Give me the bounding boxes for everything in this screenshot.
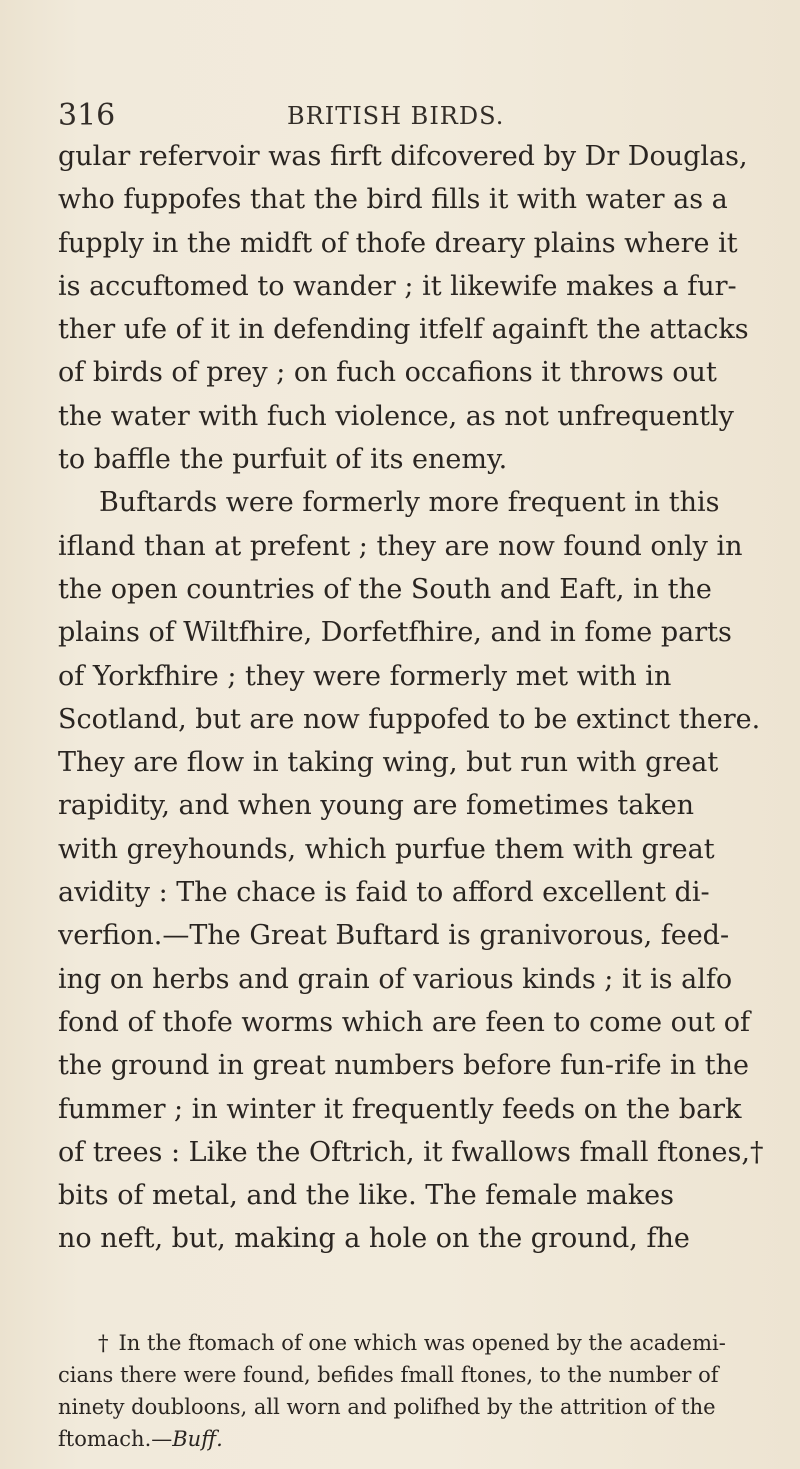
footnote-line (58, 1327, 776, 1359)
text-line: fond of thofe worms which are feen to come out of (58, 1006, 750, 1038)
text-line: fummer ; in winter it frequently feeds on the bark (58, 1093, 742, 1125)
text-line: with greyhounds, which purfue them with great (58, 833, 715, 865)
text-line: They are flow in taking wing, but run with great (58, 747, 719, 779)
text-line: no neft, but, making a hole on the ground, fhe (58, 1223, 690, 1255)
paragraph-start-line: Buftards were formerly more frequent in this (99, 487, 720, 519)
text-line: bits of metal, and the like. The female makes (58, 1180, 675, 1212)
footnote-line: ninety doubloons, all worn and polifhed by the attrition of the (58, 1395, 716, 1419)
text-line: avidity : The chace is faid to afford excellent di- (58, 877, 710, 909)
text-line: of birds of prey ; on fuch occafions it throws out (58, 357, 717, 389)
footnote-line: cians there were found, befides fmall ftones, to the number of (58, 1363, 719, 1387)
main-text (58, 135, 776, 1261)
text-line: to baffle the purfuit of its enemy. (58, 444, 508, 476)
text-line: of trees : Like the Oftrich, it fwallows fmall ftones,† (58, 1136, 764, 1168)
footnote-source: Buff. (172, 1427, 223, 1451)
footnote-text: ftomach.— (58, 1427, 173, 1451)
running-head: BRITISH BIRDS. (287, 102, 505, 130)
text-line: Scotland, but are now fuppofed to be extinct there. (58, 703, 761, 735)
text-line: verfion.—The Great Buftard is granivorous, feed- (58, 920, 730, 952)
footnote-text: In the ftomach of one which was opened by the academi- (118, 1331, 726, 1355)
text-line: ifland than at prefent ; they are now found only in (58, 530, 743, 562)
text-line: who fuppofes that the bird fills it with water as a (58, 184, 728, 216)
footnote (58, 1327, 776, 1455)
text-line: rapidity, and when young are fometimes taken (58, 790, 695, 822)
text-line: the open countries of the South and Eaft, in the (58, 573, 712, 605)
footnote-line (58, 1423, 776, 1455)
page-header (58, 96, 774, 136)
text-line: ing on herbs and grain of various kinds ; it is alfo (58, 963, 733, 995)
page-number: 316 (58, 98, 116, 133)
text-line: gular refervoir was firft difcovered by Dr Douglas, (58, 141, 748, 172)
text-line: is accuftomed to wander ; it likewife makes a fur- (58, 270, 737, 302)
text-line: plains of Wiltfhire, Dorfetfhire, and in fome parts (58, 617, 732, 649)
footnote-marker: † (98, 1331, 109, 1355)
text-line: ther ufe of it in defending itfelf againft the attacks (58, 314, 749, 346)
text-line: fupply in the midft of thofe dreary plains where it (58, 227, 738, 259)
text-line: the water with fuch violence, as not unfrequently (58, 400, 734, 432)
text-line: of Yorkfhire ; they were formerly met with in (58, 660, 672, 692)
text-line: the ground in great numbers before fun-rife in the (58, 1050, 749, 1082)
